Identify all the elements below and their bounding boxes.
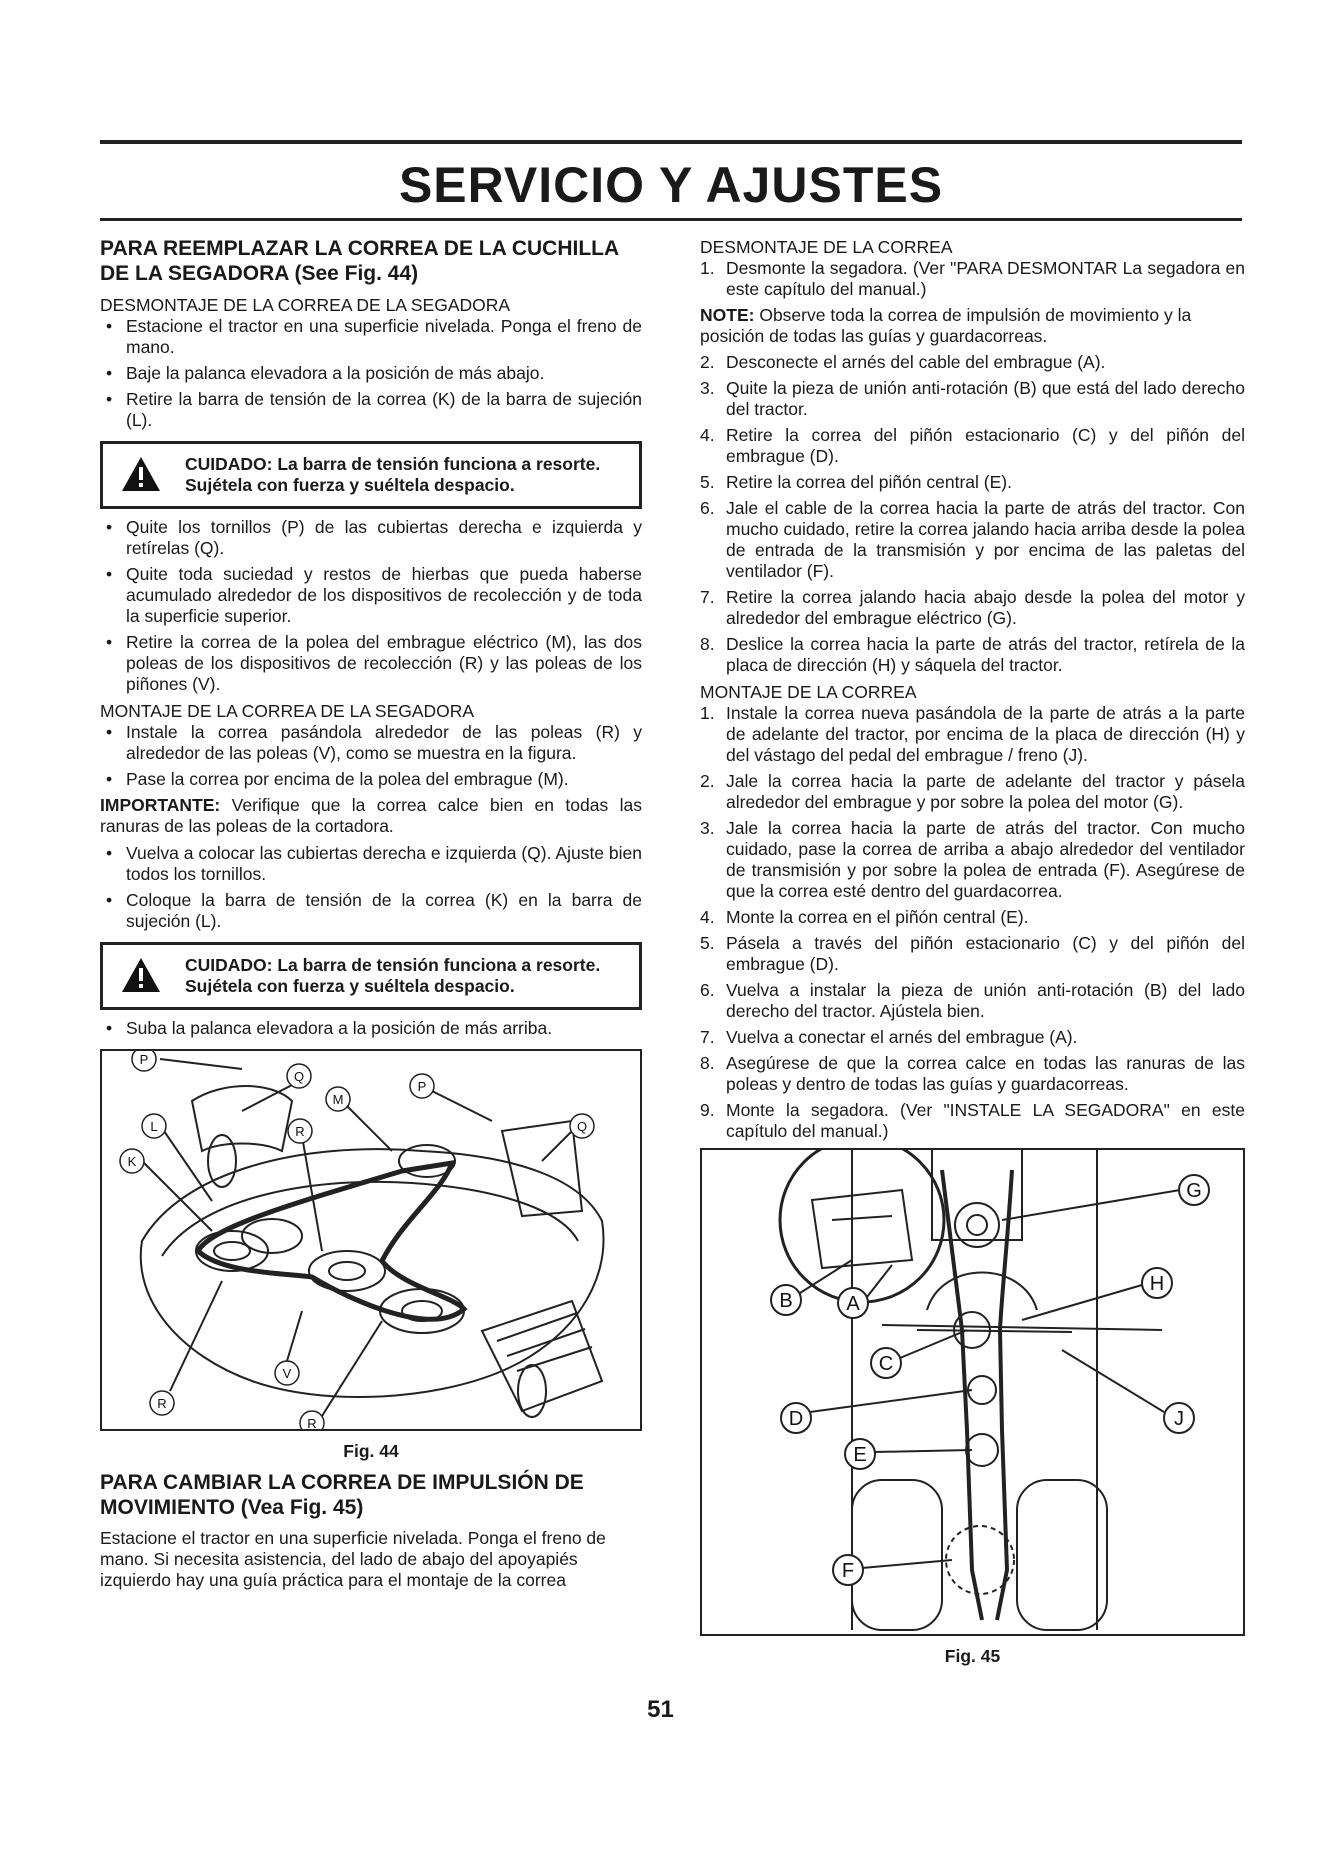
fig45-label-c: C (878, 1353, 894, 1375)
fig44-label-k: K (127, 1154, 137, 1169)
list-item: • Baje la palanca elevadora a la posición de más abajo. (100, 363, 642, 384)
list-item (700, 1027, 1245, 1048)
left-column (100, 236, 642, 1591)
list-item: • Retire la correa de la polea del embrague eléctrico (M), las dos poleas de los dispositivos de recolección (R) y las poleas de los piñones (V). (100, 632, 642, 695)
fig44-label-q: Q (576, 1119, 588, 1134)
blade-install-list-b (100, 843, 642, 932)
step-text: Pásela a través del piñón estacionario (C) y del piñón del embrague (D). (726, 933, 1245, 974)
fig44-label-v: V (282, 1366, 292, 1381)
caution-line-1: CUIDADO: La barra de tensión funciona a resorte. (185, 955, 601, 975)
list-item (700, 472, 1245, 493)
step-number: 9. (700, 1100, 715, 1120)
list-item (700, 771, 1245, 813)
caution-line-2: Sujétela con fuerza y suéltela despacio. (185, 976, 515, 996)
list-item (700, 425, 1245, 467)
important-label: IMPORTANTE: (100, 795, 221, 815)
list-item (700, 587, 1245, 629)
step-number: 2. (700, 352, 715, 372)
fig45-label-b: B (779, 1290, 793, 1312)
step-text: Retire la correa jalando hacia abajo desde la polea del motor y alrededor del embrague eléctrico (G). (726, 587, 1245, 628)
warning-triangle-icon (121, 957, 161, 993)
fig45-label-e: E (853, 1444, 867, 1466)
belt-install-heading: MONTAJE DE LA CORREA (700, 682, 917, 702)
list-item: • Instale la correa pasándola alrededor de las poleas (R) y alrededor de las poleas (V), como se muestra en la figura. (100, 722, 642, 764)
fig45-label-f: F (841, 1560, 855, 1582)
belt-removal-step-1 (700, 258, 1245, 300)
step-text: Desconecte el arnés del cable del embrague (A). (726, 352, 1106, 372)
fig44-label-r: R (157, 1396, 167, 1411)
step-text: Retire la correa del piñón estacionario (C) y del piñón del embrague (D). (726, 425, 1245, 466)
blade-removal-heading: DESMONTAJE DE LA CORREA DE LA SEGADORA (100, 295, 511, 315)
step-text: Vuelva a conectar el arnés del embrague (A). (726, 1027, 1078, 1047)
page-number: 51 (647, 1696, 674, 1723)
list-item (700, 1100, 1245, 1142)
blade-belt-heading: PARA REEMPLAZAR LA CORREA DE LA CUCHILLA DE LA SEGADORA (See Fig. 44) (100, 237, 619, 285)
step-number: 7. (700, 1027, 715, 1047)
step-number: 8. (700, 634, 715, 654)
step-text: Retire la correa del piñón central (E). (726, 472, 1012, 492)
step-number: 6. (700, 980, 715, 1000)
blade-install-list-a (100, 722, 642, 790)
step-text: Instale la correa nueva pasándola de la parte de atrás a la parte de adelante del tractor, por encima de la placa de dirección (H) y del vástago del pedal del embrague / freno (J). (726, 703, 1245, 765)
caution-line-1: CUIDADO: La barra de tensión funciona a resorte. (185, 454, 601, 474)
step-number: 3. (700, 378, 715, 398)
figure-45-caption: Fig. 45 (944, 1646, 1001, 1666)
caution-box (100, 441, 642, 509)
step-number: 8. (700, 1053, 715, 1073)
list-item (700, 703, 1245, 766)
list-item: • Estacione el tractor en una superficie nivelada. Ponga el freno de mano. (100, 316, 642, 358)
step-number: 7. (700, 587, 715, 607)
top-rule (100, 140, 1242, 144)
blade-removal-list-b (100, 517, 642, 695)
list-item (700, 352, 1245, 373)
mower-deck-illustration (102, 1051, 640, 1429)
step-number: 4. (700, 425, 715, 445)
belt-install-steps (700, 703, 1245, 1142)
step-number: 5. (700, 933, 715, 953)
list-item: • Retire la barra de tensión de la correa (K) de la barra de sujeción (L). (100, 389, 642, 431)
step-text: Asegúrese de que la correa calce en todas las ranuras de las poleas y dentro de todas las guías y guardacorreas. (726, 1053, 1245, 1094)
step-number: 5. (700, 472, 715, 492)
list-item: • Vuelva a colocar las cubiertas derecha e izquierda (Q). Ajuste bien todos los tornillos. (100, 843, 642, 885)
list-item (700, 818, 1245, 902)
drive-belt-illustration (702, 1150, 1243, 1634)
important-note (100, 795, 642, 837)
note (700, 305, 1245, 347)
caution-line-2: Sujétela con fuerza y suéltela despacio. (185, 475, 515, 495)
fig45-label-h: H (1149, 1273, 1165, 1295)
fig44-label-p: P (417, 1079, 427, 1094)
step-number: 4. (700, 907, 715, 927)
warning-triangle-icon (121, 456, 161, 492)
figure-44 (100, 1049, 642, 1431)
list-item (700, 634, 1245, 676)
list-item: • Suba la palanca elevadora a la posición de más arriba. (100, 1018, 642, 1039)
list-item: • Pase la correa por encima de la polea del embrague (M). (100, 769, 642, 790)
step-text: Jale la correa hacia la parte de adelante del tractor y pásela alrededor del embrague y por sobre la polea del motor (G). (726, 771, 1245, 812)
step-text: Quite la pieza de unión anti-rotación (B) que está del lado derecho del tractor. (726, 378, 1245, 419)
fig45-label-d: D (788, 1408, 804, 1430)
fig44-label-l: L (150, 1119, 158, 1134)
step-number: 2. (700, 771, 715, 791)
list-item (700, 498, 1245, 582)
page-title: SERVICIO Y AJUSTES (398, 157, 944, 213)
blade-install-list-c (100, 1018, 642, 1039)
fig44-label-r: R (307, 1416, 317, 1429)
fig44-label-p: P (139, 1052, 149, 1067)
step-text: Desmonte la segadora. (Ver "PARA DESMONTAR La segadora en este capítulo del manual.) (726, 258, 1245, 299)
figure-44-caption: Fig. 44 (343, 1441, 399, 1461)
title-underline-rule (100, 218, 1242, 221)
list-item (700, 980, 1245, 1022)
list-item: • Quite los tornillos (P) de las cubiertas derecha e izquierda y retírelas (Q). (100, 517, 642, 559)
list-item (700, 933, 1245, 975)
fig44-label-r: R (295, 1124, 305, 1139)
step-text: Vuelva a instalar la pieza de unión anti-rotación (B) del lado derecho del tractor. Ajústela bien. (726, 980, 1245, 1021)
list-item (700, 378, 1245, 420)
list-item (700, 1053, 1245, 1095)
belt-removal-steps (700, 352, 1245, 676)
important-text: Verifique que la correa calce bien en todas las ranuras de las poleas de la cortadora. (100, 795, 642, 836)
right-column (700, 236, 1245, 1667)
step-text: Jale la correa hacia la parte de atrás del tractor. Con mucho cuidado, pase la correa de arriba a abajo alrededor del ventilador de transmisión y por sobre la polea de entrada (F). Asegúrese de que la correa esté dentro del guardacorrea. (726, 818, 1245, 901)
step-number: 1. (700, 703, 715, 723)
drive-belt-heading: PARA CAMBIAR LA CORREA DE IMPULSIÓN DE MOVIMIENTO (Vea Fig. 45) (100, 1471, 584, 1519)
figure-45 (700, 1148, 1245, 1636)
step-text: Monte la correa en el piñón central (E). (726, 907, 1029, 927)
step-number: 1. (700, 258, 715, 278)
list-item: • Quite toda suciedad y restos de hierbas que pueda haberse acumulado alrededor de los dispositivos de recolección y de toda la superficie superior. (100, 564, 642, 627)
belt-removal-heading: DESMONTAJE DE LA CORREA (700, 237, 953, 257)
step-text: Jale el cable de la correa hacia la parte de atrás del tractor. Con mucho cuidado, retire la correa jalando hacia arriba desde la polea de entrada de la transmisión y por encima de las paletas del ventilador (F). (726, 498, 1245, 581)
step-number: 6. (700, 498, 715, 518)
step-text: Monte la segadora. (Ver "INSTALE LA SEGADORA" en este capítulo del manual.) (726, 1100, 1245, 1141)
fig44-label-m: M (332, 1092, 344, 1107)
fig45-label-a: A (846, 1293, 860, 1315)
drive-belt-intro: Estacione el tractor en una superficie nivelada. Ponga el freno de mano. Si necesita asistencia, del lado de abajo del apoyapiés izquierdo hay una guía práctica para el montaje de la correa (100, 1528, 606, 1590)
note-text: Observe toda la correa de impulsión de movimiento y la posición de todas las guías y guardacorreas. (700, 305, 1192, 346)
blade-install-heading: MONTAJE DE LA CORREA DE LA SEGADORA (100, 701, 475, 721)
list-item: • Coloque la barra de tensión de la correa (K) en la barra de sujeción (L). (100, 890, 642, 932)
list-item (700, 258, 1245, 300)
blade-removal-list-a (100, 316, 642, 431)
caution-box (100, 942, 642, 1010)
fig45-label-g: G (1186, 1180, 1202, 1202)
list-item (700, 907, 1245, 928)
fig44-label-q: Q (293, 1069, 305, 1084)
note-label: NOTE: (700, 305, 755, 325)
fig45-label-j: J (1174, 1408, 1184, 1430)
step-number: 3. (700, 818, 715, 838)
step-text: Deslice la correa hacia la parte de atrás del tractor, retírela de la placa de dirección (H) y sáquela del tractor. (726, 634, 1245, 675)
